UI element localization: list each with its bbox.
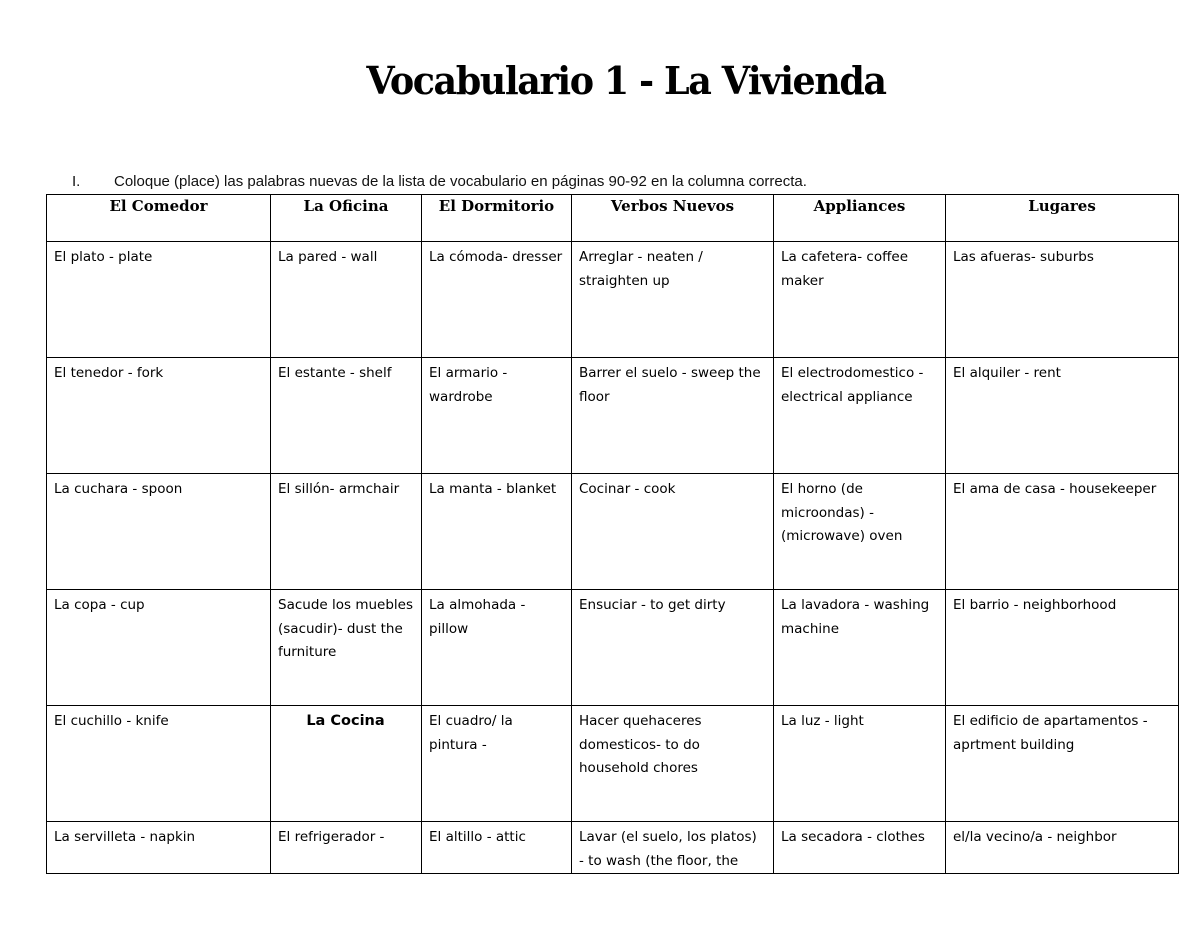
table-row [47,474,1179,590]
table-cell: El armario - wardrobe [422,358,572,474]
table-cell: La luz - light [774,706,946,822]
table-cell: Ensuciar - to get dirty [572,590,774,706]
table-cell: El alquiler - rent [946,358,1179,474]
column-header-verbos: Verbos Nuevos [572,195,774,242]
table-cell: El barrio - neighborhood [946,590,1179,706]
table-cell: El cuadro/ la pintura - [422,706,572,822]
table-cell: El ama de casa - housekeeper [946,474,1179,590]
column-header-appliances: Appliances [774,195,946,242]
table-cell: Arreglar - neaten / straighten up [572,242,774,358]
table-row [47,590,1179,706]
table-row [47,358,1179,474]
table-cell: Sacude los muebles (sacudir)- dust the furniture [271,590,422,706]
table-cell: El edificio de apartamentos - aprtment building [946,706,1179,822]
table-cell: El altillo - attic [422,822,572,874]
table-cell: Cocinar - cook [572,474,774,590]
table-cell: El plato - plate [47,242,271,358]
instruction-number: I. [72,173,81,190]
table-cell: Las afueras- suburbs [946,242,1179,358]
table-cell: el/la vecino/a - neighbor [946,822,1179,874]
table-cell: El tenedor - fork [47,358,271,474]
table-cell: El refrigerador - [271,822,422,874]
section-label-cocina: La Cocina [271,706,422,822]
vocabulary-table [46,194,1179,874]
page-title: Vocabulario 1 - La Vivienda [366,58,886,103]
table-cell: La secadora - clothes [774,822,946,874]
table-cell: La cafetera- coffee maker [774,242,946,358]
table-header-row [47,195,1179,242]
table-cell: Lavar (el suelo, los platos) - to wash (the floor, the [572,822,774,874]
table-cell: Barrer el suelo - sweep the floor [572,358,774,474]
instruction [72,173,807,190]
table-row [47,242,1179,358]
table-cell: La manta - blanket [422,474,572,590]
table-cell: El estante - shelf [271,358,422,474]
table-cell: El horno (de microondas) - (microwave) oven [774,474,946,590]
table-cell: La servilleta - napkin [47,822,271,874]
column-header-oficina: La Oficina [271,195,422,242]
column-header-lugares: Lugares [946,195,1179,242]
table-cell: El electrodomestico - electrical appliance [774,358,946,474]
table-cell: El sillón- armchair [271,474,422,590]
table-cell: La almohada - pillow [422,590,572,706]
instruction-text: Coloque (place) las palabras nuevas de la lista de vocabulario en páginas 90-92 en la columna correcta. [114,173,807,190]
table-cell: La pared - wall [271,242,422,358]
column-header-dormitorio: El Dormitorio [422,195,572,242]
table-cell: La cuchara - spoon [47,474,271,590]
table-row [47,706,1179,822]
table-cell: La copa - cup [47,590,271,706]
table-cell: La cómoda- dresser [422,242,572,358]
table-row [47,822,1179,874]
table-cell: El cuchillo - knife [47,706,271,822]
column-header-comedor: El Comedor [47,195,271,242]
table-cell: Hacer quehaceres domesticos- to do household chores [572,706,774,822]
table-cell: La lavadora - washing machine [774,590,946,706]
